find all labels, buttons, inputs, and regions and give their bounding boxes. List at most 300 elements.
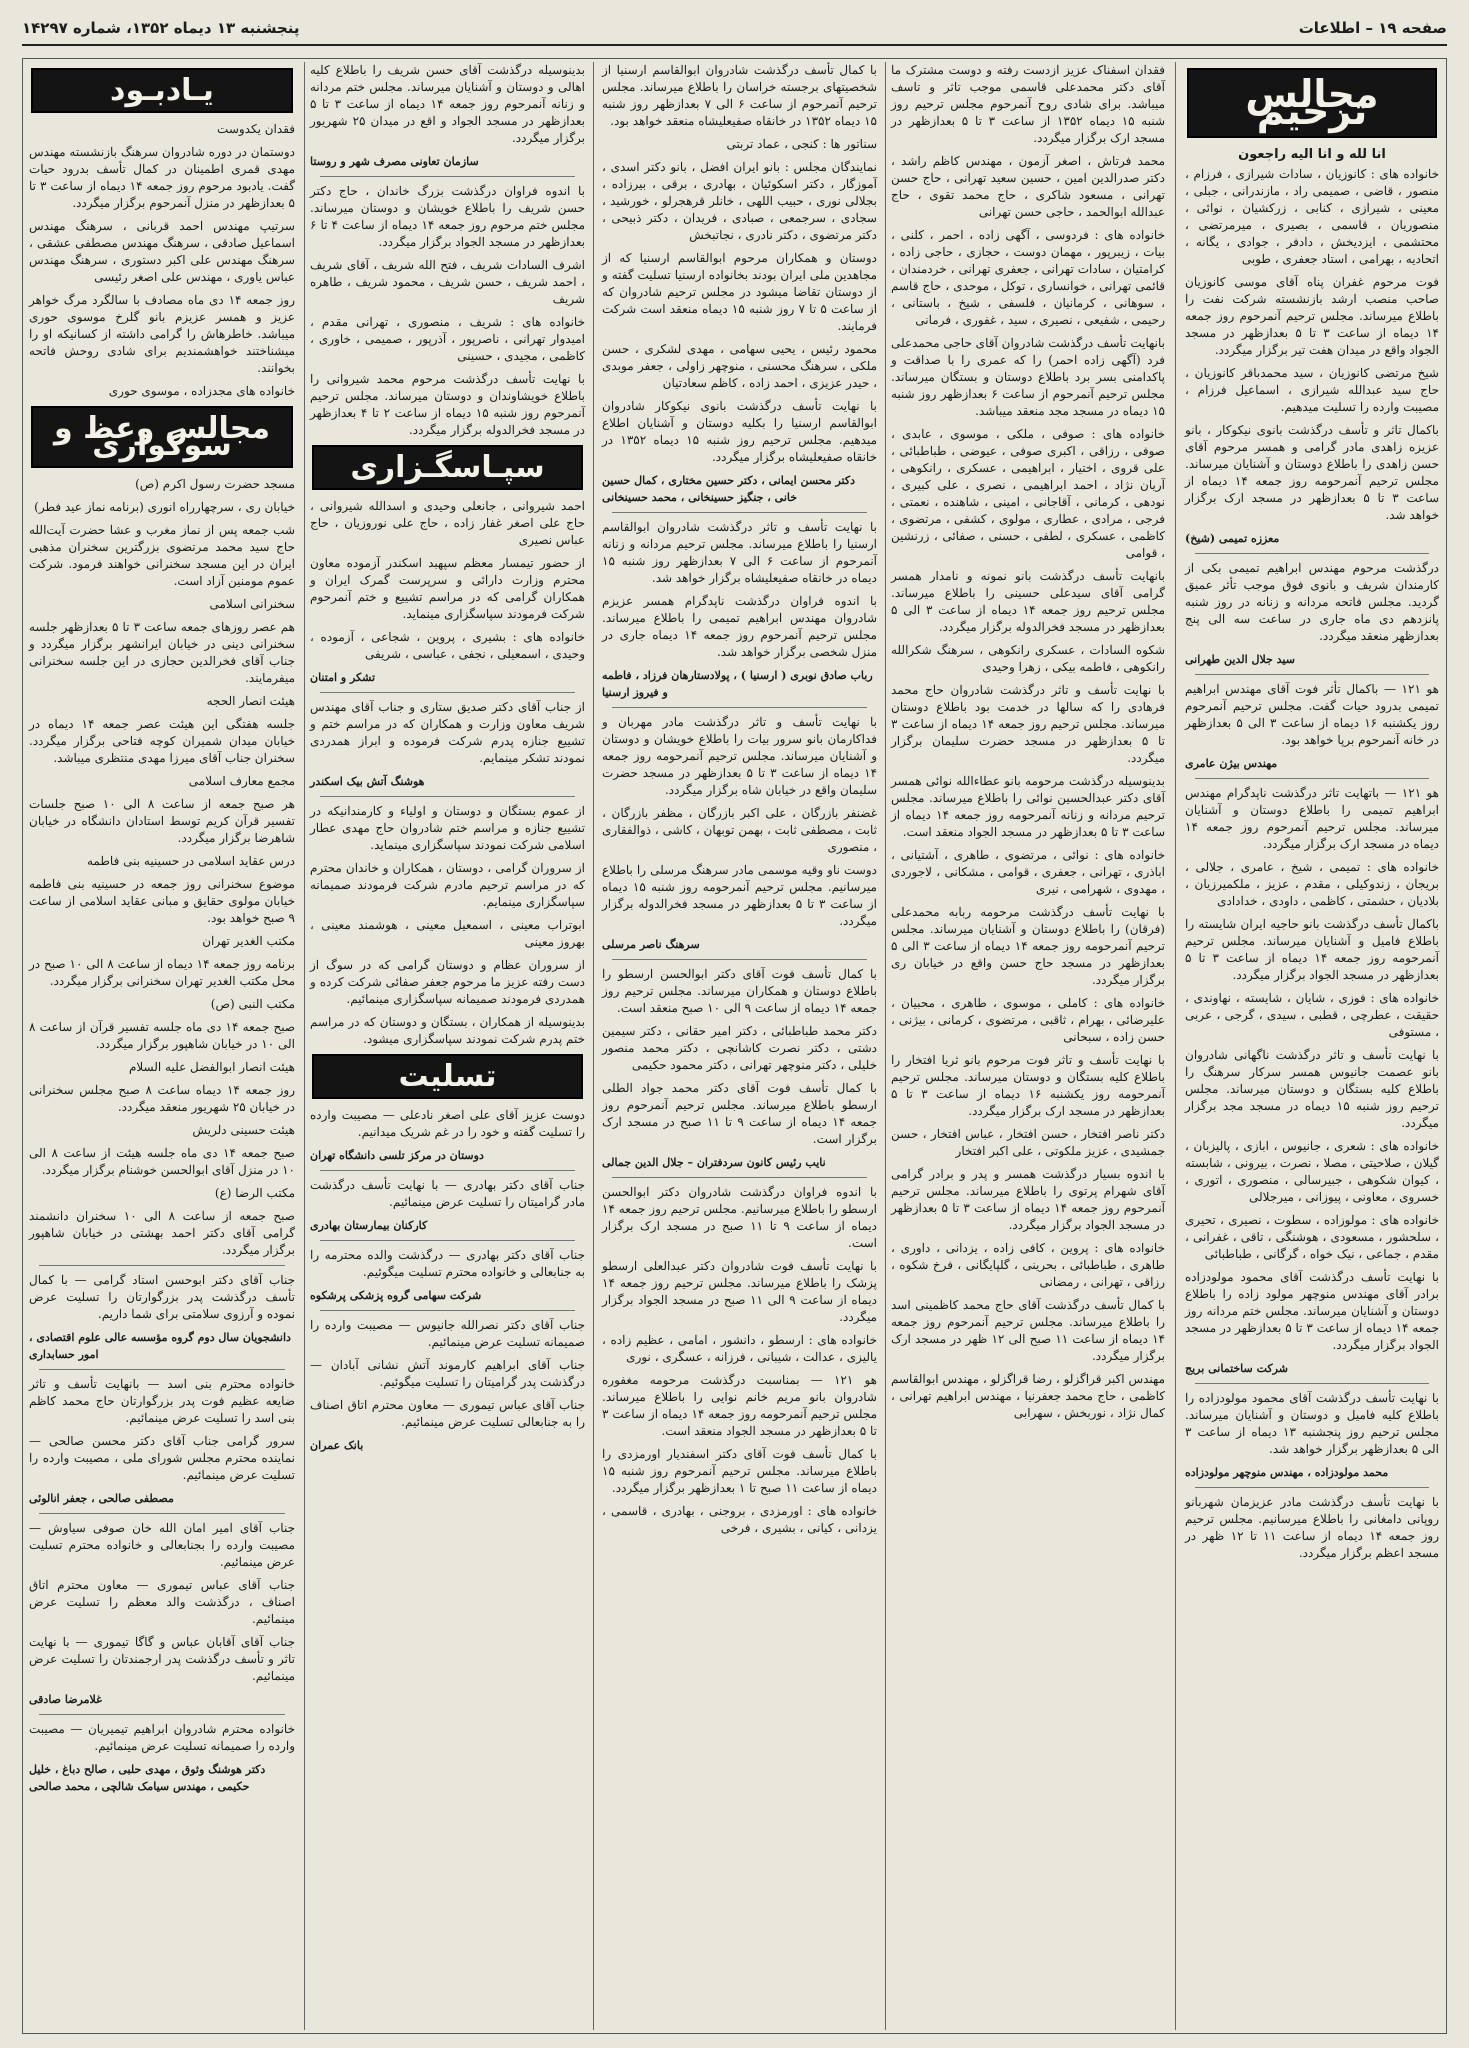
notice-signature: سید جلال الدین طهرانی (1185, 653, 1295, 666)
page-label: صفحه ۱۹ – اطلاعات (1298, 19, 1447, 37)
notice-text: با کمال تأسف فوت آقای دکتر اسفندیار اورمزدی را باطلاع میرساند. مجلس ترحیم آنمرحوم روز شنبه ۱۵ دیماه از ساعت ۱۱ صبح تا ۱ بعدازظهر برگزار میگردد. (602, 1447, 877, 1495)
notice-item (310, 1147, 585, 1164)
notice-text: با نهایت تأسف درگذشت بانوی نیکوکار شادروان ابوالقاسم ارسنیا را بکلیه دوستان و آشنایان اطلاع میدهیم. مجلس ترحیم روز شنبه ۱۵ دیماه ۱۳۵۲ در خانقاه صفیعلیشاه برگزار میگردد. (602, 399, 877, 464)
notice-text: مهندس اکبر قراگزلو ، رضا قراگزلو ، مهندس ابوالقاسم کاظمی ، حاج محمد جعفرنیا ، مهندس ابراهیم تهرانی ، کمال نژاد ، نوربخش ، سهرابی (891, 1372, 1165, 1420)
notice-text: خانواده های : صوفی ، ملکی ، موسوی ، عابدی ، صوفی ، رزاقی ، اکبری صوفی ، عیوضی ، طباطبائی ، علی قروی ، اختیار ، ابراهیمی ، عسکری ، رانکوهی ، آریان نژاد ، احمد ابراهیمی ، نصری ، علی کبیری ، نودهی ، کرمانی ، آقاجانی ، امینی ، شاهنده ، نعمتی ، فرجی ، مرادی ، عطاری ، مولوی ، کشفی ، مرتضوی ، کاظمی ، عسکری ، لطفی ، حسنی ، صفائی ، زرنشین ، قوامی (891, 427, 1165, 560)
notice-text: درس عقاید اسلامی در حسینیه بنی فاطمه (86, 854, 295, 868)
notice-item (29, 693, 295, 710)
notice-item (29, 1490, 295, 1507)
notice-item (310, 957, 585, 1008)
notice-text: خانواده های مجدزاده ، موسوی حوری (108, 384, 295, 398)
notice-item (310, 314, 585, 365)
notice-text: با نهایت تأسف و تاثر درگذشت شادروان ابوالقاسم ارسنیا را باطلاع میرساند. مجلس ترحیم مردانه و زنانه آنمرحوم از ساعت ۶ الی ۷ بعدازظهر روز شنبه ۱۵ دیماه در خانقاه صفیعلیشاه برگزار خواهد شد. (602, 520, 877, 585)
notice-text: بدینوسیله از همکاران ، بستگان و دوستان که در مراسم ختم پدرم شرکت نمودند سپاسگزاری میشود. (310, 1015, 585, 1046)
notice-item (602, 1154, 877, 1171)
notice-text: خانواده های : کانوزیان ، سادات شیرازی ، فرزام ، منصور ، قاضی ، صمیمی راد ، مازندرانی ، جبلی ، معینی ، شیرازی ، کنابی ، زرکشیان ، نوائی ، منصوریان ، قاسمی ، بصیری ، میرمرتضی ، محتشمی ، ایزدیخش ، دادفر ، جوادی ، یگانه ، اتحادیه ، بهرامی ، استاد جعفری ، طوبی (1185, 167, 1439, 266)
notice-item (29, 1145, 295, 1179)
notice-item (1185, 859, 1439, 910)
notice-text: سخنرانی اسلامی (209, 597, 295, 611)
notice-text: خیابان ری ، سرچهارراه انوری (برنامه نماز عید فطر) (34, 500, 295, 514)
notice-text: جناب آقای دکتر نصرالله جانیوس — مصیبت وارده را صمیمانه تسلیت عرض مینمائیم. (310, 1318, 585, 1349)
notice-text: مکتب الرضا (ع) (214, 1186, 295, 1200)
notice-text: خانواده های : ارسطو ، دانشور ، امامی ، عظیم زاده ، یالیزی ، عدالت ، شیبانی ، فرزانه ، عسگری ، نوری (602, 1333, 877, 1364)
notice-item (602, 1023, 877, 1074)
notice-item (1185, 1390, 1439, 1458)
divider (1195, 1487, 1429, 1488)
notice-item (1185, 785, 1439, 853)
notice-text: با نهایت تأسف درگذشت آقای محمود مولودزاده را باطلاع کلیه فامیل و دوستان و آشنایان میرساند. مجلس ترحیم روز پنجشنبه ۱۳ دیماه از ساعت ۳ الی ۵ بعدازظهر برگزار خواهد شد. (1185, 1391, 1439, 1456)
notice-text: از سروران گرامی ، دوستان ، همکاران و خاندان محترم که در مراسم ترحیم مادرم شرکت فرمودند صمیمانه سپاسگزاری مینمایم. (310, 861, 585, 909)
notice-text: سرتیپ مهندس احمد قربانی ، سرهنگ مهندس اسماعیل صادقی ، سرهنگ مهندس مصطفی عشقی ، سرهنگ مهندس علی اکبر دستوری ، سرهنگ مهندس عباس یاوری ، مهندس علی اصغر رئیسی (29, 219, 295, 284)
notice-signature: سرهنگ ناصر مرسلی (602, 938, 700, 951)
notice-item (29, 1721, 295, 1755)
notice-item (602, 805, 877, 856)
notice-text: احمد شیروانی ، جانعلی وحیدی و اسدالله شیروانی ، حاج علی اصغر غفار زاده ، حاج علی نوروزیان ، حاج عباس نصیری (310, 499, 585, 547)
column-3-items (891, 62, 1165, 1422)
notice-item (29, 619, 295, 687)
notice-text: اشرف السادات شریف ، فتح الله شریف ، آقای شریف ، احمد شریف ، حسن شریف ، محمود شریف ، طاهره شریف (310, 258, 585, 306)
notice-item (29, 876, 295, 927)
notice-item (891, 335, 1165, 420)
notice-item (602, 341, 877, 392)
notice-text: ابوتراب معینی ، اسمعیل معینی ، هوشمند معینی ، بهروز معینی (310, 918, 585, 949)
notice-signature: معززه تمیمی (شیخ) (1185, 532, 1280, 545)
notice-item (602, 159, 877, 244)
notice-signature: مصطفی صالحی ، جعفر انالوئی (29, 1492, 174, 1505)
notice-signature: شرکت سهامی گروه پزشکی پرشکوه (310, 1289, 482, 1302)
column-rule (593, 62, 594, 2030)
notice-item (29, 1019, 295, 1053)
notice-text: مکتب النبی (ص) (210, 997, 295, 1011)
notice-text: صبح جمعه از ساعت ۸ الی ۱۰ سخنران دانشمند گرامی آقای دکتر احمد بهشتی در خیابان شاهپور برگزار میگردد. (29, 1209, 295, 1257)
column-5-bottom-items (29, 1272, 295, 1795)
notice-text: با نهایت تأسف درگذشت مادر عزیزمان شهربانو روپانی دامغانی را باطلاع میرسانیم. مجلس ترحیم روز جمعه ۱۴ دیماه از ساعت ۱۱ تا ۱۲ ظهر در مسجد اعظم برگزار میگردد. (1185, 1495, 1439, 1560)
notice-text: بانهایت تأسف درگذشت بانو نمونه و نامدار همسر گرامی آقای سیدعلی حسینی را باطلاع میرساند. مجلس ترحیم روز جمعه ۱۴ دیماه از ساعت ۳ الی ۵ بعدازظهر در مسجد فخرالدوله برگزار میگردد. (891, 569, 1166, 634)
page-header (22, 12, 1447, 46)
divider (39, 1369, 285, 1370)
section-banner-vaz-sogvari: مجالس وعظ و سوگواری (31, 406, 293, 468)
notice-signature: هوشنگ آتش بیک اسکندر (310, 775, 425, 788)
notice-item (29, 522, 295, 590)
notice-item (29, 1634, 295, 1685)
notice-text: با اندوه فراوان درگذشت بزرگ خاندان ، حاج دکتر حسن شریف را باطلاع خویشان و دوستان میرساند. مجلس ختم مرحوم روز جمعه ۱۴ دیماه از ساعت ۴ تا ۶ بعدازظهر در مسجد الجواد برگزار میگردد. (310, 184, 586, 249)
notice-text: با نهایت تأسف و تاثر درگذشت مادر مهربان و فداکارمان بانو سرور بیات را باطلاع خویشان و دوستان و آشنایان میرساند. مجلس ترحیم آنمرحومه روز جمعه ۱۴ دیماه از ساعت ۳ تا ۵ بعدازظهر در مسجد حضرت سلیمان واقع در خیابان شاه برگزار میگردد. (602, 715, 878, 797)
notice-text: محمود رئیس ، یحیی سهامی ، مهدی لشکری ، حسن ملکی ، سرهنگ محسنی ، منوچهر زاولی ، جعفر موبدی ، حیدر عزیزی ، احمد زاده ، کاظم سعادتیان (602, 342, 877, 390)
notice-item (602, 714, 877, 799)
notice-item (1185, 1138, 1439, 1206)
notice-item (891, 1166, 1165, 1234)
notice-item (1185, 1269, 1439, 1354)
notice-item (1185, 166, 1439, 268)
notice-item (310, 183, 585, 251)
divider (612, 1177, 867, 1178)
divider (1195, 1383, 1429, 1384)
column-5 (25, 62, 299, 2030)
notice-signature: دکتر محسن ایمانی ، دکتر حسین مختاری ، کمال حسین خانی ، جنگیز حسینخانی ، محمد حسینخانی (602, 474, 855, 504)
notice-item (602, 398, 877, 466)
notice-text: خانواده های : فوزی ، شایان ، شایسته ، نهاوندی ، حقیقت ، عطرچی ، قطبی ، سیدی ، گرجی ، عربی ، مستوفی (1185, 991, 1439, 1039)
notice-text: با نهایت تأسف درگذشت آقای محمود مولودزاده برادر آقای مهندس منوچهر مولود زاده را باطلاع دوستان و آشنایان میرساند. مجلس ختم مردانه روز جمعه ۱۴ دیماه از ساعت ۳ تا ۵ بعدازظهر در مسجد الجواد برگزار میگردد. (1185, 1270, 1439, 1352)
notice-text: هو ۱۲۱ — بمناسبت درگذشت مرحومه مغفوره شادروان بانو مریم خانم نوایی را باطلاع میرساند. مجلس ترحیم آنمرحومه روز جمعه ۱۴ دیماه از ساعت ۳ تا ۵ بعدازظهر در مسجد الجواد منعقد است. (602, 1373, 878, 1438)
notice-item (29, 1082, 295, 1116)
notice-item (29, 956, 295, 990)
notice-text: با کمال تأسف درگذشت آقای حاج محمد کاظمینی اسد را باطلاع میرساند. مجلس ترحیم آنمرحوم روز جمعه ۱۴ دیماه از ساعت ۱۱ صبح الی ۱۲ ظهر در مسجد ارک برگزار میگردد. (891, 1298, 1165, 1363)
notice-item (29, 1272, 295, 1323)
notice-text: با کمال تأسف فوت آقای دکتر ابوالحسن ارسطو را باطلاع دوستان و همکاران میرساند. مجلس ترحیم روز جمعه ۱۴ دیماه از ساعت ۹ الی ۱۰ صبح منعقد است. (602, 967, 877, 1015)
notice-item (310, 371, 585, 439)
notice-item (29, 1761, 295, 1795)
divider (320, 692, 575, 693)
notice-item (29, 596, 295, 613)
notice-item (29, 1208, 295, 1259)
notice-signature: دکتر هوشنگ وثوق ، مهدی حلبی ، صالح دباغ ، خلیل حکیمی ، مهندس سیامک شالچی ، محمد صالحی (29, 1763, 266, 1793)
notice-item (310, 498, 585, 549)
divider (320, 1310, 575, 1311)
notice-text: خانواده های : پروین ، کافی زاده ، یزدانی ، داوری ، طاهری ، طباطبائی ، بحرینی ، گلپایگانی ، فرخ شکوه ، رزاقی ، تهرانی ، رمضانی (891, 1241, 1165, 1289)
notice-item (1185, 651, 1439, 668)
notice-text: بدینوسیله درگذشت آقای حسن شریف را باطلاع کلیه اهالی و دوستان و آشنایان میرساند. مجلس ختم مردانه و زنانه آنمرحوم روز جمعه ۱۴ دیماه از ساعت ۳ تا ۵ بعدازظهر در مسجد الجواد و اقع در میدان ۲۵ شهریور برگزار میگردد. (310, 63, 586, 145)
notice-item (29, 1122, 295, 1139)
notice-item (602, 966, 877, 1017)
column-1-items (1185, 166, 1439, 1562)
notice-item (602, 667, 877, 701)
notice-item (891, 904, 1165, 989)
notice-item (1185, 274, 1439, 359)
notice-text: فقدان یکدوست (217, 122, 295, 136)
notice-text: شیخ مرتضی کانوزیان ، سید محمدباقر کانوزیان ، حاج سید عبدالله شیرازی ، اسماعیل فرزام ، مصیبت وارده را تسلیت میدهیم. (1185, 366, 1439, 414)
divider (39, 1513, 285, 1514)
notice-item (891, 773, 1165, 841)
notice-text: مسجد حضرت رسول اکرم (ص) (135, 477, 295, 491)
notice-text: دکتر محمد طباطبائی ، دکتر امیر حقانی ، دکتر سیمین دشتی ، دکتر نصرت کاشانچی ، دکتر محمد منصور خلیلی ، دکتر منوچهر تهرانی ، دکتر محمود حکیمی (602, 1024, 877, 1072)
notice-item (891, 1297, 1165, 1365)
notice-text: درگذشت مرحوم مهندس ابراهیم تمیمی بکی از کارمندان شریف و بانوی فوق موجب تأثر عمیق گردید. مجلس فاتحه مردانه و زنانه در روز شنبه پانزدهم دی ماه جاری در ساعت سه الی پنج بعدازظهر منعقد میگردد. (1185, 561, 1439, 643)
notice-item (1185, 916, 1439, 984)
notice-item (29, 218, 295, 286)
notice-item (310, 629, 585, 663)
notice-item (29, 853, 295, 870)
notice-text: جناب آقای دکتر ابوحسن استاد گرامی — با کمال تأسف درگذشت پدر بزرگوارتان را تسلیت عرض نموده و آرزوی سلامتی برای شما داریم. (29, 1273, 295, 1321)
notice-item (310, 1014, 585, 1048)
notice-item (602, 1372, 877, 1440)
notice-signature: بانک عمران (310, 1439, 364, 1452)
notice-text: دوست ناو وقیه موسمی مادر سرهنگ مرسلی را باطلاع میرسانیم. مجلس ترحیم آنمرحومه روز شنبه ۱۵ دیماه از ساعت ۳ تا ۵ بعدازظهر در مسجد فخرالدوله برگزار میگردد. (602, 863, 877, 928)
notice-signature: شرکت ساختمانی بریج (1185, 1362, 1288, 1375)
notice-text: از جناب آقای دکتر صدیق ستاری و جناب آقای مهندس شریف معاون وزارت و همکاران که در مراسم ختم و تشییع جنازه پدرم شرکت فرموده و ابراز همدردی نمودند تشکر مینمایم. (310, 700, 585, 765)
divider (1195, 674, 1429, 675)
notice-text: با نهایت تأسف و تاثر فوت مرحوم بانو ثریا افتخار را باطلاع کلیه بستگان و دوستان میرساند. مجلس ترحیم آنمرحومه روز یکشنبه ۱۶ دیماه از ساعت ۳ تا ۵ بعدازظهر در مسجد ارک برگزار میگردد. (891, 1053, 1166, 1118)
notice-item (29, 996, 295, 1013)
notice-item (1185, 1464, 1439, 1481)
notice-item (891, 995, 1165, 1046)
notice-text: باکمال تأسف درگذشت بانو حاجیه ایران شایسته را باطلاع فامیل و آشنایان میرساند. مجلس ترحیم آنمرحومه روز جمعه ۱۴ دیماه از ساعت ۳ تا ۵ بعدازظهر در مسجد الجواد برگزار میگردد. (1185, 917, 1440, 982)
column-2 (598, 62, 881, 2030)
section-banner-yadbood: یـادبـود (31, 68, 293, 113)
notice-text: هیئت انصار الحجه (206, 694, 295, 708)
notice-item (602, 862, 877, 930)
notice-text: بانهایت تأسف درگذشت شادروان آقای حاجی محمدعلی فرد (آگهی زاده احمر) را که عمری را با صداقت و پاکدامنی بسر برد باطلاع دوستان و بستگان میرساند. مجلس ترحیم آنمرحوم از ساعت ۶ بعدازظهر روز شنبه ۱۵ دیماه در مسجد مجد منعقد میباشد. (891, 336, 1165, 418)
notice-item (1185, 560, 1439, 645)
notice-item (602, 1080, 877, 1148)
notice-item (310, 62, 585, 147)
column-2-items (602, 62, 877, 1537)
notice-text: هو ۱۲۱ — باتهایت تاثر درگذشت ناپدگرام مهندس ابراهیم تمیمی را باطلاع دوستان و آشنایان میرساند. مجلس ترحیم آنمرحوم روز جمعه ۱۴ دیماه در مسجد ارک برگزار میگردد. (1185, 786, 1439, 851)
notice-text: خانواده های : مولوزاده ، سطوت ، نصیری ، تحیری ، سلحشور ، مسعودی ، هوشنگی ، تاقی ، غفرانی ، مقدم ، جماعی ، نیک خواه ، گرگانی ، طباطبائی (1185, 1213, 1439, 1261)
notice-item (29, 1376, 295, 1427)
notice-text: بدینوسیله درگذشت مرحومه بانو عطاءالله نوائی همسر آقای دکتر عبدالحسین نوائی را باطلاع میرساند. مجلس ترحیم مردانه و زنانه آنمرحومه روز جمعه ۱۴ دیماه از ساعت ۳ تا ۵ بعدازظهر در مسجد الجواد منعقد است. (891, 774, 1165, 839)
notice-item (602, 136, 877, 153)
notice-text: جناب آقای امیر امان الله خان صوفی سیاوش — مصیبت وارده را بجنابعالی و خانواده محترم تسلیت عرض مینمائیم. (29, 1521, 295, 1569)
notice-item (310, 773, 585, 790)
notice-text: خانواده های : شعری ، جانیوس ، ابازی ، پالیزبان ، گیلان ، صلاحیتی ، مصلا ، نصرت ، بیرونی ، شابسته ، کیوان شکوهی ، جبیرسالی ، منصوری ، اتوری ، خسروی ، معاونی ، پیوزانی ، میرجلالی (1185, 1139, 1439, 1204)
notice-signature: تشکر و امتنان (310, 671, 376, 684)
divider (320, 1240, 575, 1241)
notice-item (602, 1503, 877, 1537)
notice-item (891, 682, 1165, 767)
notice-text: شکوه السادات ، عسکری رانکوهی ، سرهنگ شکرالله رانکوهی ، فاطمه بیکی ، زهرا وحیدی (891, 643, 1165, 674)
notice-text: خانواده محترم شادروان ابراهیم تیمیریان — مصیبت وارده را صمیمانه تسلیت عرض مینمائیم. (29, 1722, 295, 1753)
notice-text: دوستان و همکاران مرحوم ابوالقاسم ارسنیا که از مجاهدین ملی ایران بودند بخانواده ارسنیا تسلیت گفته و از دوستان تقاضا میشود در مجلس ترحیم شادروان که از ساعت ۵ تا ۷ روز شنبه ۱۵ دیماه منعقد است شرکت فرمایند. (602, 251, 878, 333)
notice-signature: نایب رئیس کانون سردفتران – جلال الدین جمالی (602, 1156, 826, 1169)
divider (1195, 553, 1429, 554)
notice-text: با اندوه فراوان درگذشت شادروان دکتر ابوالحسن ارسطو را باطلاع میرسانیم. مجلس ترحیم روز جمعه ۱۴ دیماه از ساعت ۹ تا ۱۱ صبح در مسجد ارک برگزار است. (602, 1185, 877, 1250)
column-3 (887, 62, 1169, 2030)
notice-item (29, 383, 295, 400)
notice-text: خانواده های : کاملی ، موسوی ، طاهری ، محبیان ، علیرضائی ، بهرام ، ثاقبی ، مرتضوی ، کرمانی ، بیژنی ، حسن زاده ، سبحانی (891, 996, 1165, 1044)
notice-text: از حضور تیمسار معظم سپهبد اسکندر آزموده معاون محترم وزارت دارائی و سرپرست گمرک ایران و همکاران گرامی که در مراسم تشییع و ختم آنمرحوم شرکت فرمودند سپاسگزاری مینماید. (310, 556, 585, 621)
notice-item (310, 257, 585, 308)
notice-item (310, 1357, 585, 1391)
notice-item (602, 936, 877, 953)
notice-signature: مهندس بیژن عامری (1185, 757, 1278, 770)
notice-text: جناب آقای ابراهیم کارموند آتش نشانی آبادان — درگذشت پدر گرامیتان را تسلیت میگوئیم. (310, 1358, 585, 1389)
notice-text: موضوع سخنرانی روز جمعه در حسینیه بنی فاطمه خیابان مولوی حقایق و مبانی عقاید اسلامی از ساعت ۹ صبح خواهد بود. (29, 877, 295, 925)
notice-item (310, 1317, 585, 1351)
notice-text: با نهایت تأسف درگذشت مرحومه ربابه محمدعلی (فرقان) را باطلاع دوستان و آشنایان میرساند. مجلس ترحیم آنمرحومه روز جمعه ۱۴ دیماه از ساعت ۳ الی ۵ بعدازظهر در مسجد حاج حسن واقع در خیابان ری برگزار میگردد. (891, 905, 1166, 987)
notice-text: خانواده های : اورمزدی ، بروجنی ، بهادری ، قاسمی ، یزدانی ، کیانی ، بشیری ، فرخی (602, 1504, 877, 1535)
notice-item (310, 699, 585, 767)
notice-text: با نهایت تأسف درگذشت مرحوم محمد شیروانی را باطلاع خویشاوندان و دوستان میرساند. مجلس ترحیم آنمرحوم روز شنبه ۱۵ دیماه از ساعت ۲ تا ۴ بعدازظهر در مسجد فخرالدوله برگزار میگردد. (310, 372, 586, 437)
notice-item (1185, 990, 1439, 1041)
notice-signature: دانشجویان سال دوم گروه مؤسسه عالی علوم اقتصادی ، امور حسابداری (29, 1331, 291, 1361)
column-4 (306, 62, 589, 2030)
notice-item (602, 1446, 877, 1497)
notice-text: با اندوه بسیار درگذشت همسر و پدر و برادر گرامی آقای شهرام پرتوی را باطلاع میرساند. مجلس ترحیم آنمرحوم روز جمعه ۱۴ دیماه از ساعت ۳ تا ۵ بعدازظهر در مسجد الجواد برگزار میگردد. (891, 1167, 1166, 1232)
notice-text: هر صبح جمعه از ساعت ۸ الی ۱۰ صبح جلسات تفسیر قرآن کریم توسط استادان دانشگاه در خیابان شاهرضا برگزار میگردد. (29, 797, 296, 845)
notice-text: صبح جمعه ۱۴ دی ماه جلسه تفسیر قرآن از ساعت ۸ الی ۱۰ در خیابان شاهپور برگزار میگردد. (29, 1020, 296, 1051)
notice-item (29, 1433, 295, 1484)
notice-text: با اندوه فراوان درگذشت ناپدگرام همسر عزیزم شادروان مهندس ابراهیم تمیمی را باطلاع میرساند. مجلس ترحیم آنمرحوم روز جمعه ۱۴ دیماه جاری در منزل شخصی برگزار خواهد شد. (602, 594, 877, 659)
notice-item (310, 917, 585, 951)
notice-item (310, 1437, 585, 1454)
column-4-tasliat-items (310, 1107, 585, 1454)
notice-item (602, 250, 877, 335)
notice-item (602, 519, 877, 587)
notice-item (310, 1287, 585, 1304)
notice-text: جلسه هفتگی این هیئت عصر جمعه ۱۴ دیماه در خیابان میدان شمیران کوچه فتاحی برگزار میگردد. سخنران جناب آقای میرزا مهدی منتظری میباشد. (29, 717, 295, 765)
notice-item (310, 803, 585, 854)
notice-item (29, 1577, 295, 1628)
notice-item (29, 1520, 295, 1571)
notice-item (891, 1052, 1165, 1120)
notice-item (891, 1240, 1165, 1291)
notice-item (602, 593, 877, 661)
notice-item (891, 568, 1165, 636)
opening-verse: انا لله و انا الیه راجعون (1238, 147, 1386, 162)
notice-item (602, 1332, 877, 1366)
divider (320, 1170, 575, 1171)
column-4-mid-items (310, 498, 585, 1048)
notice-text: صبح جمعه ۱۴ دی ماه جلسه هیئت از ساعت ۸ الی ۱۰ در منزل آقای ابوالحسن خوشنام برگزار میگردد. (29, 1146, 295, 1177)
notice-text: هم عصر روزهای جمعه ساعت ۳ تا ۵ بعدازظهر جلسه سخنرانی دینی در خیابان ایرانشهر برگزار میگردد و جناب آقای فخرالدین حجازی در این جلسه سخنرانی میفرمایند. (29, 620, 296, 685)
notice-text: با کمال تأسف فوت آقای دکتر محمد جواد الطلی ارسطو باطلاع میرساند. مجلس ترحیم آنمرحوم روز جمعه ۱۴ دیماه از ساعت ۹ تا ۱۱ صبح در مسجد ارک برگزار است. (602, 1081, 878, 1146)
notice-item (891, 1371, 1165, 1422)
notice-text: فوت مرحوم غفران پناه آقای موسی کانوزیان صاحب منصب ارشد بازنشسته شرکت نفت را باطلاع میرساند. مجلس ترحیم آنمرحوم روز جمعه ۱۴ دیماه از ساعت ۳ تا ۵ بعدازظهر در مسجد الجواد واقع در میدان هفت تیر برگزار میگردد. (1185, 275, 1439, 357)
notice-text: جناب آقای عباس تیموری — معاون محترم اتاق اصناف ، درگذشت والد معظم را تسلیت عرض مینمائیم. (29, 1578, 295, 1626)
notice-item (1185, 1494, 1439, 1562)
notice-item (1185, 530, 1439, 547)
notice-item (1185, 365, 1439, 416)
notice-text: دوستمان در دوره شادروان سرهنگ بازنشسته مهندس مهدی قمری اطمینان در کمال تأسف بدرود حیات گفت. یادبود مرحوم روز جمعه ۱۴ دیماه از ساعت ۳ تا ۵ بعدازظهر در منزل آنمرحوم برگزار میگردد. (29, 145, 296, 210)
notice-text: مجمع معارف اسلامی (188, 774, 295, 788)
notice-item (891, 153, 1165, 221)
divider (612, 959, 867, 960)
notice-item (29, 933, 295, 950)
column-4-top-items (310, 62, 585, 439)
notice-text: خانواده های : شریف ، منصوری ، تهرانی مقدم ، امیدوار تهرانی ، ناصرپور ، آذرپور ، صمیمی ، خاوری ، کاظمی ، مجیدی ، حسینی (310, 315, 585, 363)
notice-item (29, 476, 295, 493)
notice-item (29, 796, 295, 847)
notice-text: جناب آقای آقابان عباس و گاگا تیموری — با نهایت تاثر و تأسف درگذشت پدر ارجمندتان را تسلیت عرض مینمائیم. (29, 1635, 295, 1683)
notice-text: جناب آقای دکتر بهادری — با نهایت تأسف درگذشت مادر گرامیتان را تسلیت عرض مینمائیم. (310, 1178, 585, 1209)
notice-text: با کمال تأسف درگذشت شادروان ابوالقاسم ارسنیا از شخصیتهای برجسته خراسان را باطلاع میرساند. مجلس ترحیم آنمرحوم از ساعت ۶ الی ۷ بعدازظهر روز شنبه ۱۵ دیماه ۱۳۵۲ در خانقاه صفیعلیشاه منعقد خواهد بود. (602, 63, 877, 128)
section-banner-tasliat: تسلیت (312, 1054, 583, 1099)
notice-text: دوست عزیز آقای علی اصغر نادعلی — مصیبت وارده را تسلیت گفته و خود را در غم شریک میدانیم. (310, 1108, 585, 1139)
notice-text: سرور گرامی جناب آقای دکتر محسن صالحی — نماینده محترم مجلس شورای ملی ، مصیبت وارده را تسلیت عرض مینمائیم. (29, 1434, 295, 1482)
divider (39, 1265, 285, 1266)
notice-item (1185, 681, 1439, 749)
notice-item (891, 227, 1165, 329)
notice-item (310, 669, 585, 686)
notice-item (1185, 755, 1439, 772)
section-banner-majales-tarhim: مجالس ترحیم (1187, 68, 1437, 138)
notice-signature: دوستان در مرکز تلسی دانشگاه تهران (310, 1149, 484, 1162)
notice-item (310, 555, 585, 623)
notice-item (891, 62, 1165, 147)
notice-item (310, 1247, 585, 1281)
notice-item (891, 847, 1165, 898)
notice-text: شب جمعه پس از نماز مغرب و عشا حضرت آیت‌الله حاج سید محمد مرتضوی بزرگترین سخنران مذهبی ایران در این مسجد سخنرانی خواهند فرمود. شرکت عموم مومنین آزاد است. (29, 523, 295, 588)
column-rule (885, 62, 886, 2030)
notice-signature: غلامرضا صادقی (29, 1693, 102, 1706)
notice-text: خانواده های : بشیری ، پروین ، شجاعی ، آزموده ، وحیدی ، اسمعیلی ، نجفی ، عباسی ، شریفی (310, 630, 585, 661)
notice-item (1185, 1047, 1439, 1132)
notice-text: خانواده های : نوائی ، مرتضوی ، طاهری ، آشتیانی ، اباذری ، تهرانی ، جعفری ، قوامی ، مشکانی ، لاجوردی ، مهدوی ، شهرامی ، نیری (891, 848, 1165, 896)
column-1 (1181, 62, 1443, 2030)
notice-item (29, 499, 295, 516)
notice-text: هو ۱۲۱ — باکمال تأثر فوت آقای مهندس ابراهیم تمیمی بدرود حیات گفت. مجلس ترحیم آنمرحوم روز یکشنبه ۱۶ دیماه از ساعت ۳ الی ۵ بعدازظهر در خانه آنمرحوم برپا خواهد بود. (1185, 682, 1440, 747)
notice-item (891, 426, 1165, 562)
notice-item (310, 1217, 585, 1234)
notice-item (310, 860, 585, 911)
divider (612, 512, 867, 513)
notice-text: برنامه روز جمعه ۱۴ دیماه از ساعت ۸ الی ۱۰ صبح در محل مکتب الغدیر تهران سخنرانی برگزار میگردد. (29, 957, 296, 988)
notice-signature: محمد مولودزاده ، مهندس منوچهر مولودزاده (1185, 1466, 1389, 1479)
divider (1195, 778, 1429, 779)
column-rule (304, 62, 305, 2030)
notice-text: مکتب الغدیر تهران (202, 934, 295, 948)
column-rule (1175, 62, 1176, 2030)
notice-text: با نهایت تأسف و تاثر درگذشت شادروان حاج محمد فرهادی را که سالها در خدمت بود باطلاع دوستان میرساند. مجلس ترحیم روز جمعه ۱۴ دیماه از ساعت ۳ تا ۵ بعدازظهر در مسجد حضرت سلیمان برگزار میگردد. (891, 683, 1166, 765)
notice-text: هیئت حسینی دلریش (192, 1123, 295, 1137)
notice-item (891, 1126, 1165, 1160)
notice-item (29, 1185, 295, 1202)
notice-item (310, 1397, 585, 1431)
divider (320, 796, 575, 797)
notice-text: جناب آقای دکتر بهادری — درگذشت والده محترمه را به جنابعالی و خانواده محترم تسلیت میگوئیم. (310, 1248, 585, 1279)
notice-item (310, 153, 585, 170)
notice-item (602, 1258, 877, 1326)
notice-item (602, 62, 877, 130)
notice-text: روز جمعه ۱۴ دی ماه مصادف با سالگرد مرگ خواهر عزیز و همسر عزیزم بانو گلرخ موسوی حوری میباشد. خاطرهاش را گرامی داشته از کسانیکه او را میشناختند خواهشمندیم برای شادی روحش فاتحه بخوانند. (29, 293, 295, 375)
notice-item (29, 121, 295, 138)
notice-text: نمایندگان مجلس : بانو ایران افضل ، بانو دکتر اسدی ، آموزگار ، دکتر اسکوئیان ، بهادری ، برقی ، بیرزاده ، بجلالی نوری ، حبیب اللهی ، خانلر قرهجرلو ، خورشید ، سجادی ، سرجمعی ، صبادی ، فریدان ، دکتر ذبیحی ، دکتر مرتضوی ، دکتر نادری ، نجاتبخش (602, 160, 877, 242)
notice-text: فقدان اسفناک عزیز ازدست رفته و دوست مشترک ما آقای دکتر محمدعلی قاسمی موجب تاثر و تاسف میباشد. برای شادی روح آنمرحوم مجلس ترحیم روز شنبه ۱۵ دیماه ۱۳۵۲ از ساعت ۳ تا ۵ بعدازظهر در مسجد ارک برگزار میگردد. (891, 63, 1166, 145)
notice-signature: کارکنان بیمارستان بهادری (310, 1219, 428, 1232)
notice-item (29, 1059, 295, 1076)
notice-item (29, 1691, 295, 1708)
notice-text: دکتر ناصر افتخار ، حسن افتخار ، عباس افتخار ، حسن جمشیدی ، عزیز ملکوتی ، علی اکبر افتخار (891, 1127, 1165, 1158)
notice-item (602, 1184, 877, 1252)
notice-item (29, 144, 295, 212)
notice-text: غضنفر بازرگان ، علی اکبر بازرگان ، مظفر بازرگان ، ثابت ، مصطفی ثابت ، بهمن توبهان ، کاشی ، ذوالفقاری ، منصوری (602, 806, 877, 854)
yadbood-items (29, 121, 295, 400)
notice-text: روز جمعه ۱۴ دیماه ساعت ۸ صبح مجلس سخنرانی در خیابان ۲۵ شهریور منعقد میگردد. (29, 1083, 295, 1114)
notice-text: خانواده محترم بنی اسد — بانهایت تأسف و تاثر ضایعه عظیم فوت پدر بزرگوارتان حاج محمد کاظم بنی اسد را تسلیت عرض مینمائیم. (29, 1377, 295, 1425)
notice-text: هیئت انصار ابوالفضل علیه السلام (128, 1060, 295, 1074)
notice-signature: سازمان تعاونی مصرف شهر و روستا (310, 155, 479, 168)
notice-text: خانواده های : فردوسی ، آگهی زاده ، احمر ، کلنی ، بیات ، زیبرپور ، مهمان دوست ، حجازی ، حاجی زاده ، کرامتیان ، سادات تهرانی ، جعفری تهرانی ، خردمندان ، قائمی تهرانی ، خوانساری ، توکل ، موحدی ، حاج قاسم ، سوهانی ، کرمانیان ، فلسفی ، شیخ ، باستانی ، رحیمی ، شفیعی ، نصیری ، سید ، غفوری ، فرمانی (891, 228, 1165, 327)
notice-text: با نهایت تأسف و تاثر درگذشت ناگهانی شادروان بانو عصمت جانیوس همسر سرکار سرهنگ را باطلاع کلیه بستگان و دوستان میرساند. مجلس ترحیم روز شنبه ۱۵ دیماه در مسجد مجد برگزار میگردد. (1185, 1048, 1439, 1130)
notice-item (29, 292, 295, 377)
notice-text: با نهایت تأسف فوت شادروان دکتر عبدالعلی ارسطو پزشک را باطلاع میرساند. مجلس ترحیم روز جمعه ۱۴ دیماه از ساعت ۹ الی ۱۱ صبح در مسجد الجواد برگزار میگردد. (602, 1259, 878, 1324)
section-banner-sepasgozari: سپـاسگـزاری (312, 445, 583, 490)
notice-item (29, 1329, 295, 1363)
notice-item (310, 1107, 585, 1141)
notice-item (310, 1177, 585, 1211)
notice-text: محمد فرتاش ، اصغر آزمون ، مهندس کاظم راشد ، دکتر صدرالدین امین ، حسین سعید تهرانی ، حاج حسن تهرانی ، مسعود شاکری ، حاج محمد تقوی ، حاج عبدالله ابوالحمد ، حاجی حسن تهرانی (891, 154, 1165, 219)
notice-text: از عموم بستگان و دوستان و اولیاء و کارمندانیکه در تشییع جنازه و مراسم ختم شادروان حاج مهدی عطار اسلامی شرکت نمودند سپاسگزاری مینماید. (310, 804, 585, 852)
notice-item (602, 472, 877, 506)
vaz-items (29, 476, 295, 1259)
notice-item (891, 642, 1165, 676)
notice-item (29, 773, 295, 790)
notice-signature: رباب صادق نوبری ( ارسنیا ) ، پولادستارهان فرزاد ، فاطمه و فیروز ارسنیا (602, 669, 873, 699)
notice-item (1185, 1360, 1439, 1377)
notice-item (29, 716, 295, 767)
date-issue: پنجشنبه ۱۳ دیماه ۱۳۵۲، شماره ۱۴۲۹۷ (22, 19, 300, 37)
divider (320, 176, 575, 177)
notice-text: سناتور ها : کنجی ، عماد تربتی (726, 137, 877, 151)
notice-text: باکمال تاثر و تأسف درگذشت بانوی نیکوکار ، بانو عزیزه زاهدی مادر گرامی و همسر مرحوم آقای حسن زاهدی را باطلاع دوستان و آشنایان میرساند. مجلس ترحیم آنمرحومه روز جمعه ۱۴ دیماه از ساعت ۳ تا ۵ بعدازظهر در مسجد ارک برگزار خواهد شد. (1185, 423, 1440, 522)
notice-text: از سروران عظام و دوستان گرامی که در سوگ از دست رفته عزیز ما مرحوم جعفر صفائی شرکت کرده و همدردی فرمودند صمیمانه سپاسگزاری مینمائیم. (310, 958, 585, 1006)
notice-item (1185, 1212, 1439, 1263)
divider (612, 707, 867, 708)
notice-text: جناب آقای عباس تیموری — معاون محترم اتاق اصناف را به جنابعالی تسلیت عرض مینمائیم. (310, 1398, 585, 1429)
divider (39, 1714, 285, 1715)
notice-item (1185, 422, 1439, 524)
notice-text: خانواده های : تمیمی ، شیخ ، عامری ، جلالی ، بریجان ، زندوکیلی ، مقدم ، عزیز ، ملکمیرزیان ، بلادیان ، حشمتی ، کاظمی ، داودی ، خدادادی (1185, 860, 1439, 908)
